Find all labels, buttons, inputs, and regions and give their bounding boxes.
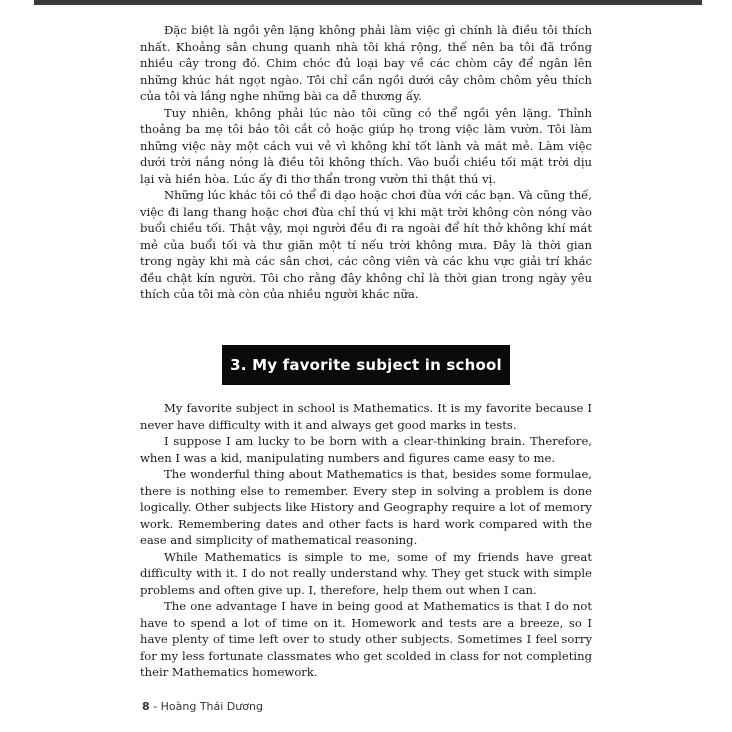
section-header-banner — [222, 345, 510, 385]
page-number: 8 — [142, 700, 150, 713]
en-paragraph-2: I suppose I am lucky to be born with a clear-thinking brain. Therefore, when I was a kid, manipulating numbers and figures came easy to me. — [140, 434, 592, 465]
en-paragraph-4: While Mathematics is simple to me, some of my friends have great difficulty with it. I do not really understand why. They get stuck with simple problems and often give up. I, therefore, help them out when I can. — [140, 549, 592, 597]
vi-paragraph-2: Tuy nhiên, không phải lúc nào tôi cũng có thể ngồi yên lặng. Thỉnh thoảng ba mẹ tôi bảo tôi cắt cỏ hoặc giúp họ trong việc làm vườn. Tôi làm những việc này một cách vui vẻ vì không khí tốt lành và mát mẻ. Làm việc dưới trời nắng nóng là điều tôi không thích. Vào buổi chiều tối mặt trời dịu lại và hiền hòa. Lúc ấy đi thơ thẩn trong vườn thì thật thú vị. — [140, 105, 592, 186]
footer-author: Hoàng Thái Dương — [160, 700, 263, 713]
en-paragraph-5: The one advantage I have in being good at Mathematics is that I do not have to spend a lot of time on it. Homework and tests are a breeze, so I have plenty of time left over to study other subjects. Sometimes I feel sorry for my less fortunate classmates who get scolded in class for not completing their Mathematics homework. — [140, 599, 592, 679]
footer-separator: - — [149, 700, 161, 713]
page-footer — [142, 700, 263, 713]
vietnamese-text-block — [140, 22, 592, 303]
english-text-block — [140, 400, 592, 681]
en-paragraph-1: My favorite subject in school is Mathematics. It is my favorite because I never have difficulty with it and always get good marks in tests. — [140, 401, 592, 432]
top-border-rule — [34, 0, 702, 5]
en-paragraph-3: The wonderful thing about Mathematics is that, besides some formulae, there is nothing else to remember. Every step in solving a problem is done logically. Other subjects like History and Geography require a lot of memory work. Remembering dates and other facts is hard work compared with the ease and simplicity of mathematical reasoning. — [140, 467, 592, 547]
section-title: 3. My favorite subject in school — [230, 356, 502, 374]
vi-paragraph-1: Đặc biệt là ngồi yên lặng không phải làm việc gì chính là điều tôi thích nhất. Khoảng sân chung quanh nhà tôi khá rộng, thế nên ba tôi đã trồng nhiều cây trong đó. Chim chóc đủ loại bay về các chòm cây để ngân lên những khúc hát ngọt ngào. Tôi chỉ cần ngồi dưới cây chôm chôm yêu thích của tôi và lắng nghe những bài ca dễ thương ấy. — [140, 23, 592, 103]
vi-paragraph-3: Những lúc khác tôi có thể đi dạo hoặc chơi đùa với các bạn. Và cũng thế, việc đi lang thang hoặc chơi đùa chỉ thú vị khi mặt trời không còn nóng vào buổi chiều tối. Thật vậy, mọi người đều đi ra ngoài để hít thở không khí mát mẻ của buổi tối và thư giãn một tí nếu trời không mưa. Đây là thời gian trong ngày khi mà các sân chơi, các công viên và các khu vực giải trí khác đều chật kín người. Tôi cho rằng đây không chỉ là thời gian trong ngày yêu thích của tôi mà còn của nhiều người khác nữa. — [140, 188, 592, 301]
